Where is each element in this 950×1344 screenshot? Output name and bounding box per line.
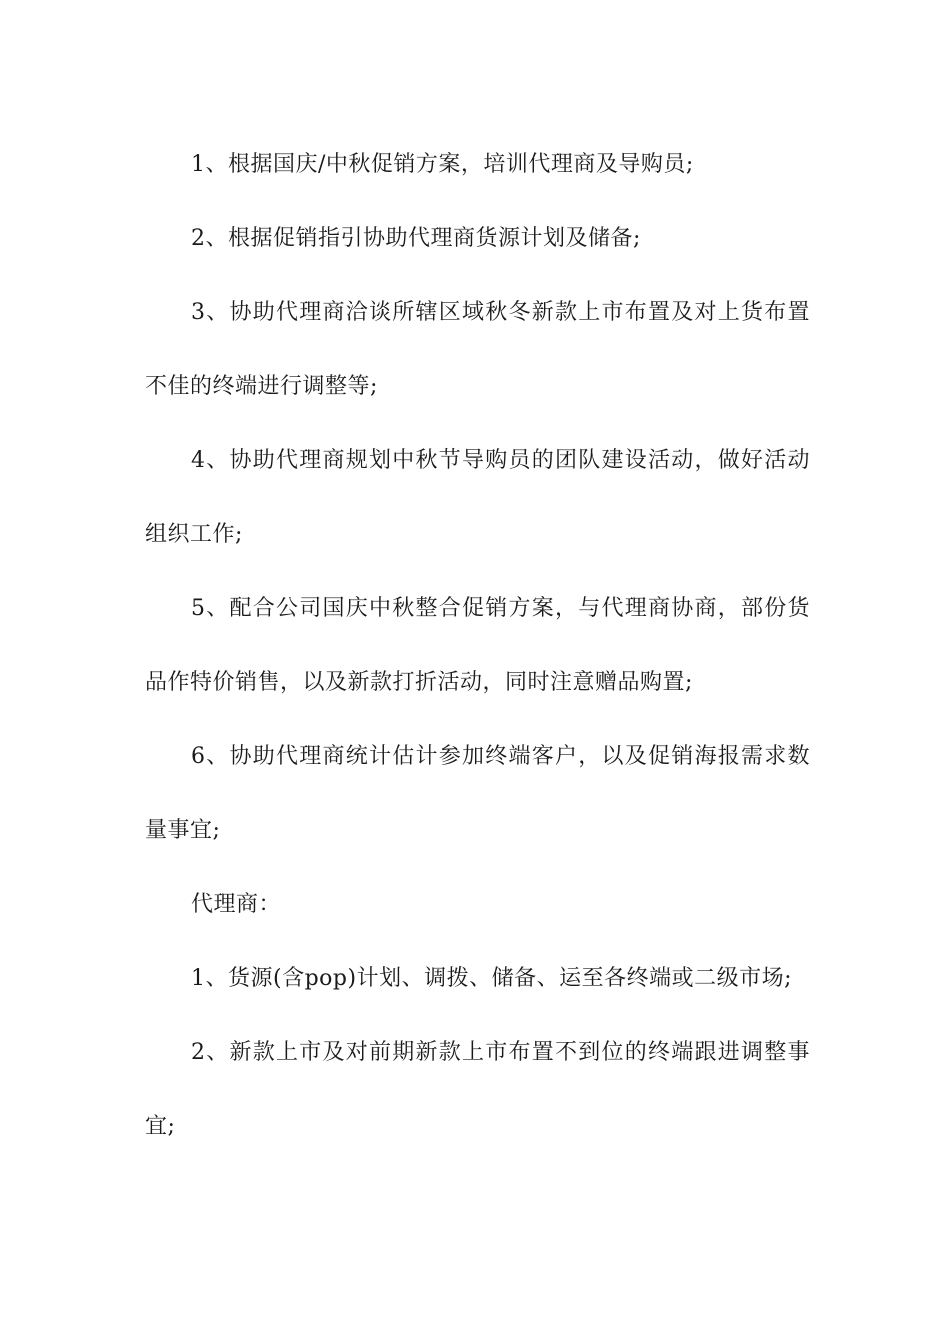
paragraph-4: 4、协助代理商规划中秋节导购员的团队建设活动，做好活动组织工作; [145,448,810,547]
paragraph-5: 5、配合公司国庆中秋整合促销方案，与代理商协商，部份货品作特价销售，以及新款打折活动，同时注意赠品购置; [145,596,810,695]
paragraph-6: 6、协助代理商统计估计参加终端客户，以及促销海报需求数量事宜; [145,744,810,843]
section-heading-agent: 代理商： [191,892,282,917]
paragraph-2: 2、根据促销指引协助代理商货源计划及储备; [191,226,641,251]
paragraph-8: 2、新款上市及对前期新款上市布置不到位的终端跟进调整事宜; [145,1040,810,1139]
paragraph-7: 1、货源(含pop)计划、调拨、储备、运至各终端或二级市场; [191,966,792,991]
document-body [145,128,810,1164]
paragraph-3: 3、协助代理商洽谈所辖区域秋冬新款上市布置及对上货布置不佳的终端进行调整等; [145,300,810,399]
paragraph-1: 1、根据国庆/中秋促销方案，培训代理商及导购员; [191,152,694,177]
